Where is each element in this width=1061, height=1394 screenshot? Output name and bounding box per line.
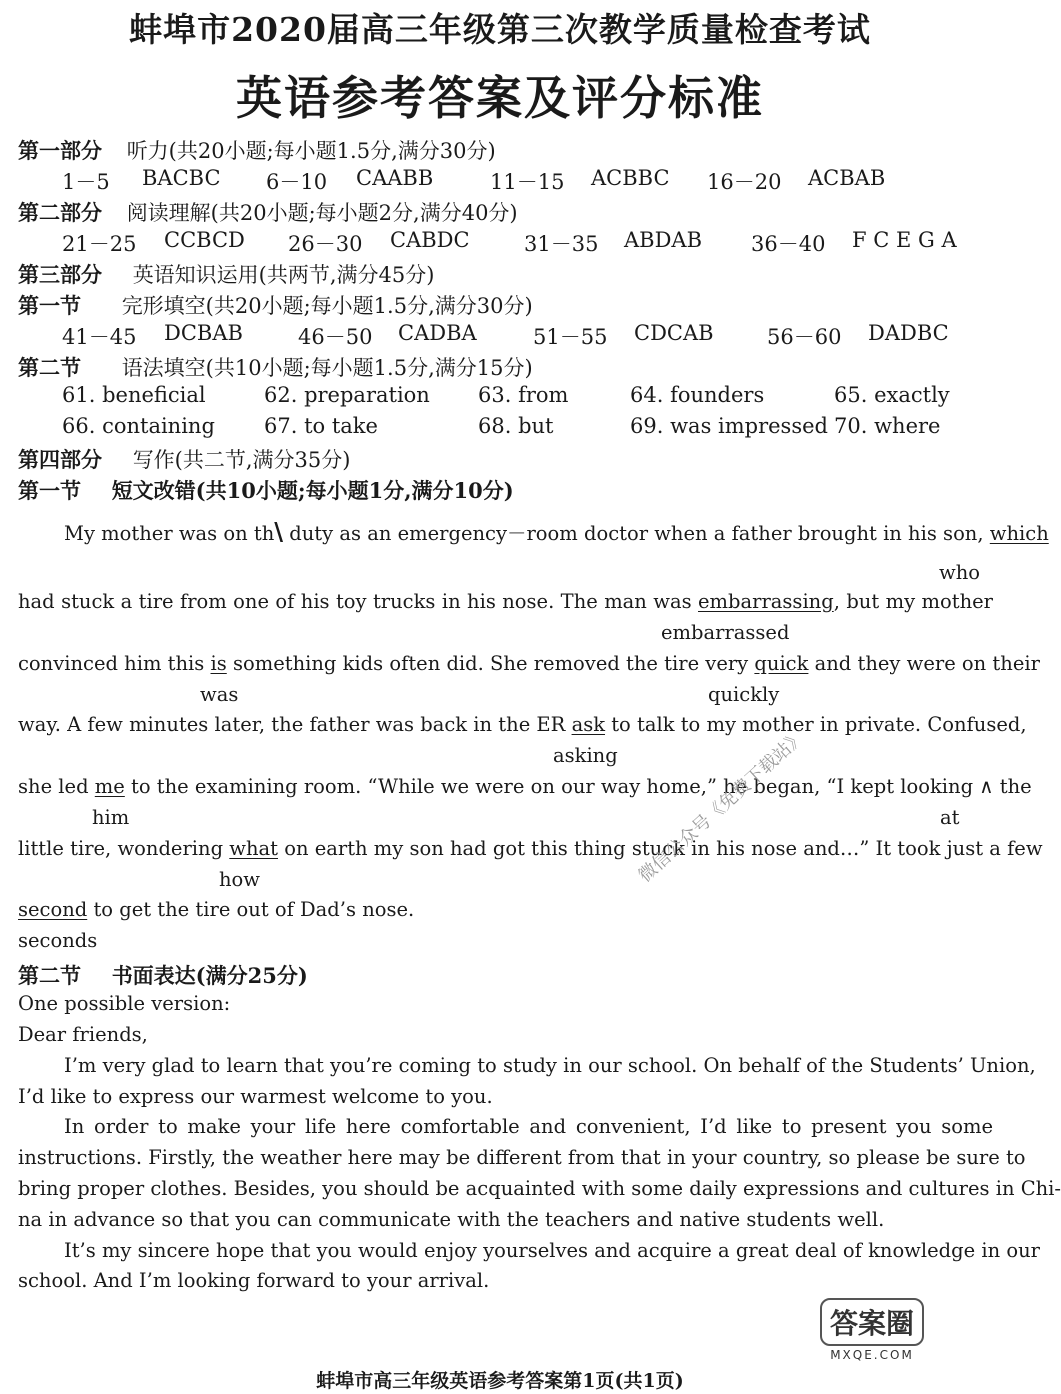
logo-domain: MXQE.COM: [830, 1348, 914, 1362]
grammar-answer: 64. founders: [630, 383, 765, 407]
essay-line: bring proper clothes. Besides, you should be acquainted with some daily expressions and cultures in Chi-: [18, 1177, 1061, 1200]
part4-heading: [18, 444, 350, 474]
part3-title: 英语知识运用(共两节,满分45分): [132, 263, 435, 287]
answer-range: 21－25: [62, 232, 137, 256]
answer-key: CCBCD: [164, 228, 245, 252]
correction-line: convinced him this is something kids often did. She removed the tire very quick and they were on their: [18, 652, 1040, 675]
error-word: which: [989, 522, 1049, 545]
part2-title: 阅读理解(共20小题;每小题2分,满分40分): [126, 201, 518, 225]
section-label: 第二节: [18, 355, 81, 380]
document-subtitle: 英语参考答案及评分标准: [236, 71, 764, 125]
error-word: embarrassing: [698, 590, 834, 613]
section-title: 短文改错(共10小题;每小题1分,满分10分): [111, 478, 514, 503]
correction-word: seconds: [18, 929, 98, 952]
answer-key: CABDC: [390, 228, 470, 252]
answer-key: CADBA: [398, 321, 477, 345]
essay-line: It’s my sincere hope that you would enjoy yourselves and acquire a great deal of knowledge in our: [64, 1239, 1040, 1262]
grammar-answer: 61. beneficial: [62, 383, 206, 407]
grammar-answer: 67. to take: [264, 414, 378, 438]
correction-line: My mother was on th\ duty as an emergency－room doctor when a father brought in his son, which: [64, 517, 1049, 546]
error-word: ask: [571, 713, 606, 736]
correction-word: how: [219, 868, 260, 891]
error-word: me: [94, 775, 125, 798]
answer-key: ACBBC: [591, 166, 670, 190]
grammar-answer: 66. containing: [62, 414, 215, 438]
correction-word: him: [92, 806, 130, 829]
correction-word: who: [939, 561, 980, 584]
watermark-text: 微信公众号《免费下载站》: [634, 726, 810, 887]
part2-heading: [18, 197, 518, 227]
section-label: 第一节: [18, 293, 81, 318]
grammar-answer: 62. preparation: [264, 383, 430, 407]
essay-line: instructions. Firstly, the weather here may be different from that in your country, so please be sure to: [18, 1146, 1026, 1169]
essay-line: school. And I’m looking forward to your arrival.: [18, 1269, 490, 1292]
essay-greeting: Dear friends,: [18, 1023, 148, 1046]
error-word: is: [210, 652, 227, 675]
correction-line: second to get the tire out of Dad’s nose.: [18, 898, 415, 921]
part4-title: 写作(共二节,满分35分): [132, 448, 351, 472]
answer-range: 11－15: [490, 170, 565, 194]
site-logo: [820, 1298, 924, 1362]
part1-title: 听力(共20小题;每小题1.5分,满分30分): [126, 139, 496, 163]
answer-key: ACBAB: [808, 166, 886, 190]
correction-word: embarrassed: [661, 621, 790, 644]
section-label: 第一节: [18, 478, 81, 503]
part3-heading: [18, 259, 434, 289]
answer-range: 1－5: [62, 170, 110, 194]
answer-range: 16－20: [707, 170, 782, 194]
part1-label: 第一部分: [18, 138, 102, 163]
part4-label: 第四部分: [18, 447, 102, 472]
essay-line: na in advance so that you can communicate with the teachers and native students well.: [18, 1208, 885, 1231]
grammar-answer: 63. from: [478, 383, 569, 407]
answer-range: 31－35: [524, 232, 599, 256]
answer-range: 36－40: [751, 232, 826, 256]
answer-range: 56－60: [767, 325, 842, 349]
error-word: what: [229, 837, 278, 860]
page-footer: 蚌埠市高三年级英语参考答案第1页(共1页): [316, 1370, 684, 1392]
grammar-answer: 65. exactly: [834, 383, 950, 407]
essay-intro: One possible version:: [18, 992, 231, 1015]
correction-word: quickly: [708, 683, 780, 706]
answer-range: 51－55: [533, 325, 608, 349]
answer-range: 26－30: [288, 232, 363, 256]
correction-line: little tire, wondering what on earth my son had got this thing stuck in his nose and…” It took just a few: [18, 837, 1043, 860]
logo-mark: 答案圈: [820, 1298, 924, 1346]
section-title: 完形填空(共20小题;每小题1.5分,满分30分): [121, 294, 533, 318]
correction-line: had stuck a tire from one of his toy trucks in his nose. The man was embarrassing, but my mother: [18, 590, 994, 613]
grammar-answer: 69. was impressed: [630, 414, 828, 438]
answer-key: BACBC: [142, 166, 221, 190]
correction-word: was: [200, 683, 239, 706]
grammar-answer: 68. but: [478, 414, 554, 438]
correction-word: asking: [553, 744, 618, 767]
part2-label: 第二部分: [18, 200, 102, 225]
section-title: 书面表达(满分25分): [111, 963, 308, 988]
part3-section2-heading: [18, 352, 533, 382]
part4-section2-heading: [18, 960, 308, 990]
essay-line: I’m very glad to learn that you’re coming to study in our school. On behalf of the Students’ Union,: [64, 1054, 1036, 1077]
exam-title: 蚌埠市2020届高三年级第三次教学质量检查考试: [129, 10, 871, 49]
correction-word: at: [940, 806, 960, 829]
answer-key: ABDAB: [624, 228, 703, 252]
answer-key: CDCAB: [634, 321, 714, 345]
deletion-mark: \: [274, 517, 284, 546]
section-label: 第二节: [18, 963, 81, 988]
error-word: quick: [754, 652, 809, 675]
section-title: 语法填空(共10小题;每小题1.5分,满分15分): [121, 356, 533, 380]
grammar-answer: 70. where: [834, 414, 941, 438]
answer-range: 46－50: [298, 325, 373, 349]
part3-section1-heading: [18, 290, 533, 320]
essay-line: In order to make your life here comfortable and convenient, I’d like to present you some: [64, 1115, 993, 1138]
correction-line: she led me to the examining room. “While we were on our way home,” he began, “I kept looking ∧ the: [18, 775, 1032, 798]
answer-key: DCBAB: [164, 321, 243, 345]
part4-section1-heading: [18, 475, 514, 505]
part3-label: 第三部分: [18, 262, 102, 287]
correction-line: way. A few minutes later, the father was back in the ER ask to talk to my mother in private. Confused,: [18, 713, 1027, 736]
answer-range: 41－45: [62, 325, 137, 349]
error-word: second: [18, 898, 88, 921]
essay-line: I’d like to express our warmest welcome to you.: [18, 1085, 493, 1108]
answer-key: F C E G A: [852, 228, 957, 252]
answer-key: CAABB: [356, 166, 434, 190]
part1-heading: [18, 135, 496, 165]
answer-key: DADBC: [868, 321, 949, 345]
answer-range: 6－10: [266, 170, 328, 194]
